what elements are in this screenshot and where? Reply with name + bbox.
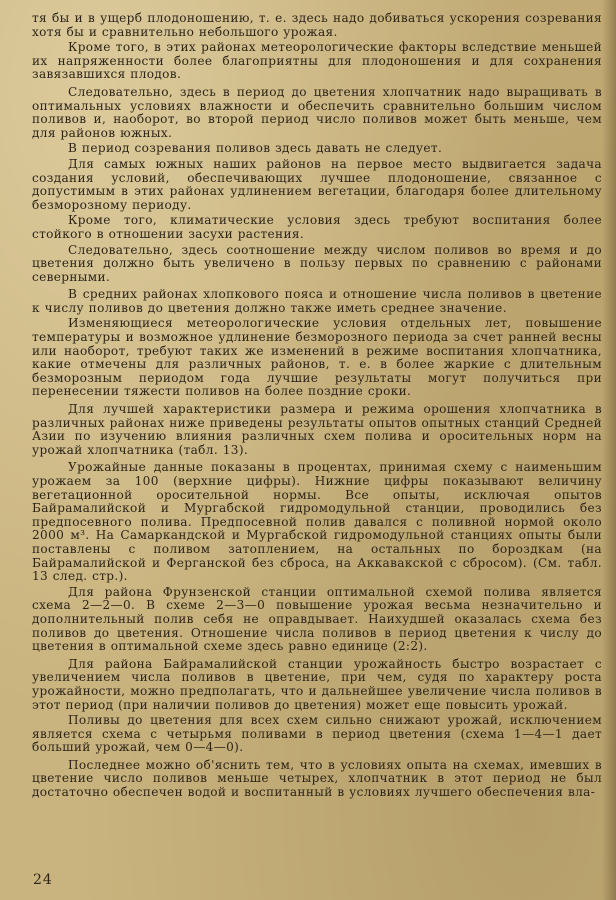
paragraph: В средних районах хлопкового пояса и отношение числа поливов в цветение к числу поливов до цветения должно также иметь среднее значение. (32, 287, 602, 315)
paragraph: Урожайные данные показаны в процентах, принимая схему с наименьшим урожаем за 100 (верхние цифры). Нижние цифры показывают величину вегетационной оросительной нормы. Все опыты, исключая опытов Байрамалийской и Мургабской гидромодульной станции, проводились без предпосевного полива. Предпосевной полив давался с поливной нормой около 2000 м³. На Самаркандской и Мургабской гидромодульной станциях опыты были поставлены с поливом затоплением, на остальных по бороздкам (на Байрамалийской и Ферганской без сброса, на Аккавакской с сбросом). (См. табл. 13 след. стр.). (32, 460, 602, 584)
paragraph: Для самых южных наших районов на первое место выдвигается задача создания условий, обеспечивающих лучшее плодоношение, связанное с допустимым в этих районах удлинением вегетации, благодаря более длительному безморозному периоду. (32, 156, 602, 212)
page-edge-shadow (602, 0, 616, 900)
paragraph: Последнее можно об'яснить тем, что в условиях опыта на схемах, имевших в цветение число поливов меньше четырех, хлопчатник в этот период не был достаточно обеспечен водой и воспитанный в условиях лучшего обеспечения вла- (32, 757, 602, 800)
paragraph: Кроме того, в этих районах метеорологические факторы вследствие меньшей их напряженности более благоприятны для плодоношения и для сохранения завязавшихся плодов. (32, 40, 602, 82)
paragraph: Для района Байрамалийской станции урожайность быстро возрастает с увеличением числа поливов в цветение, при чем, судя по характеру роста урожайности, можно предполагать, что и дальнейшее увеличение числа поливов в этот период (при наличии поливов до цветения) может еще повысить урожай. (32, 656, 602, 712)
paragraph: Кроме того, климатические условия здесь требуют воспитания более стойкого в отношении засухи растения. (32, 213, 602, 241)
page-number: 24 (33, 872, 53, 888)
paragraph: Следовательно, здесь в период до цветения хлопчатник надо выращивать в оптимальных условиях влажности и обеспечить сравнительно большим числом поливов и, наоборот, во второй период число поливов может быть меньше, чем для районов южных. (32, 84, 602, 140)
paragraph: Изменяющиеся метеорологические условия отдельных лет, повышение температуры и возможное удлинение безморозного периода за счет ранней весны или наоборот, требуют таких же изменений в режиме воспитания хлопчатника, какие отмечены для различных районов, т. е. в более жаркие с длительным безморозным периодом года лучшие результаты могут получиться при перенесении тяжести поливов на более поздние сроки. (32, 316, 602, 399)
paragraph: Для района Фрунзенской станции оптимальной схемой полива является схема 2—2—0. В схеме 2—3—0 повышение урожая весьма незначительно и дополнительный полив себя не оправдывает. Наихудшей оказалась схема без поливов до цветения. Отношение числа поливов в период цветения к числу до цветения в оптимальной схеме здесь равно единице (2:2). (32, 584, 602, 654)
paragraph: В период созревания поливов здесь давать не следует. (68, 141, 443, 156)
body-text (32, 12, 602, 802)
paragraph: Поливы до цветения для всех схем сильно снижают урожай, исключением является схема с четырьмя поливами в период цветения (схема 1—4—1 дает больший урожай, чем 0—4—0). (32, 713, 602, 755)
paragraph: Следовательно, здесь соотношение между числом поливов во время и до цветения должно быть увеличено в пользу первых по сравнению с районами северными. (32, 242, 602, 284)
paragraph-continuation: тя бы и в ущерб плодоношению, т. е. здесь надо добиваться ускорения созревания хотя бы и сравнительно небольшого урожая. (32, 11, 602, 39)
paragraph: Для лучшей характеристики размера и режима орошения хлопчатника в различных районах ниже приведены результаты опытов опытных станций Средней Азии по изучению влияния различных схем полива и оросительных норм на урожай хлопчатника (табл. 13). (32, 402, 602, 457)
